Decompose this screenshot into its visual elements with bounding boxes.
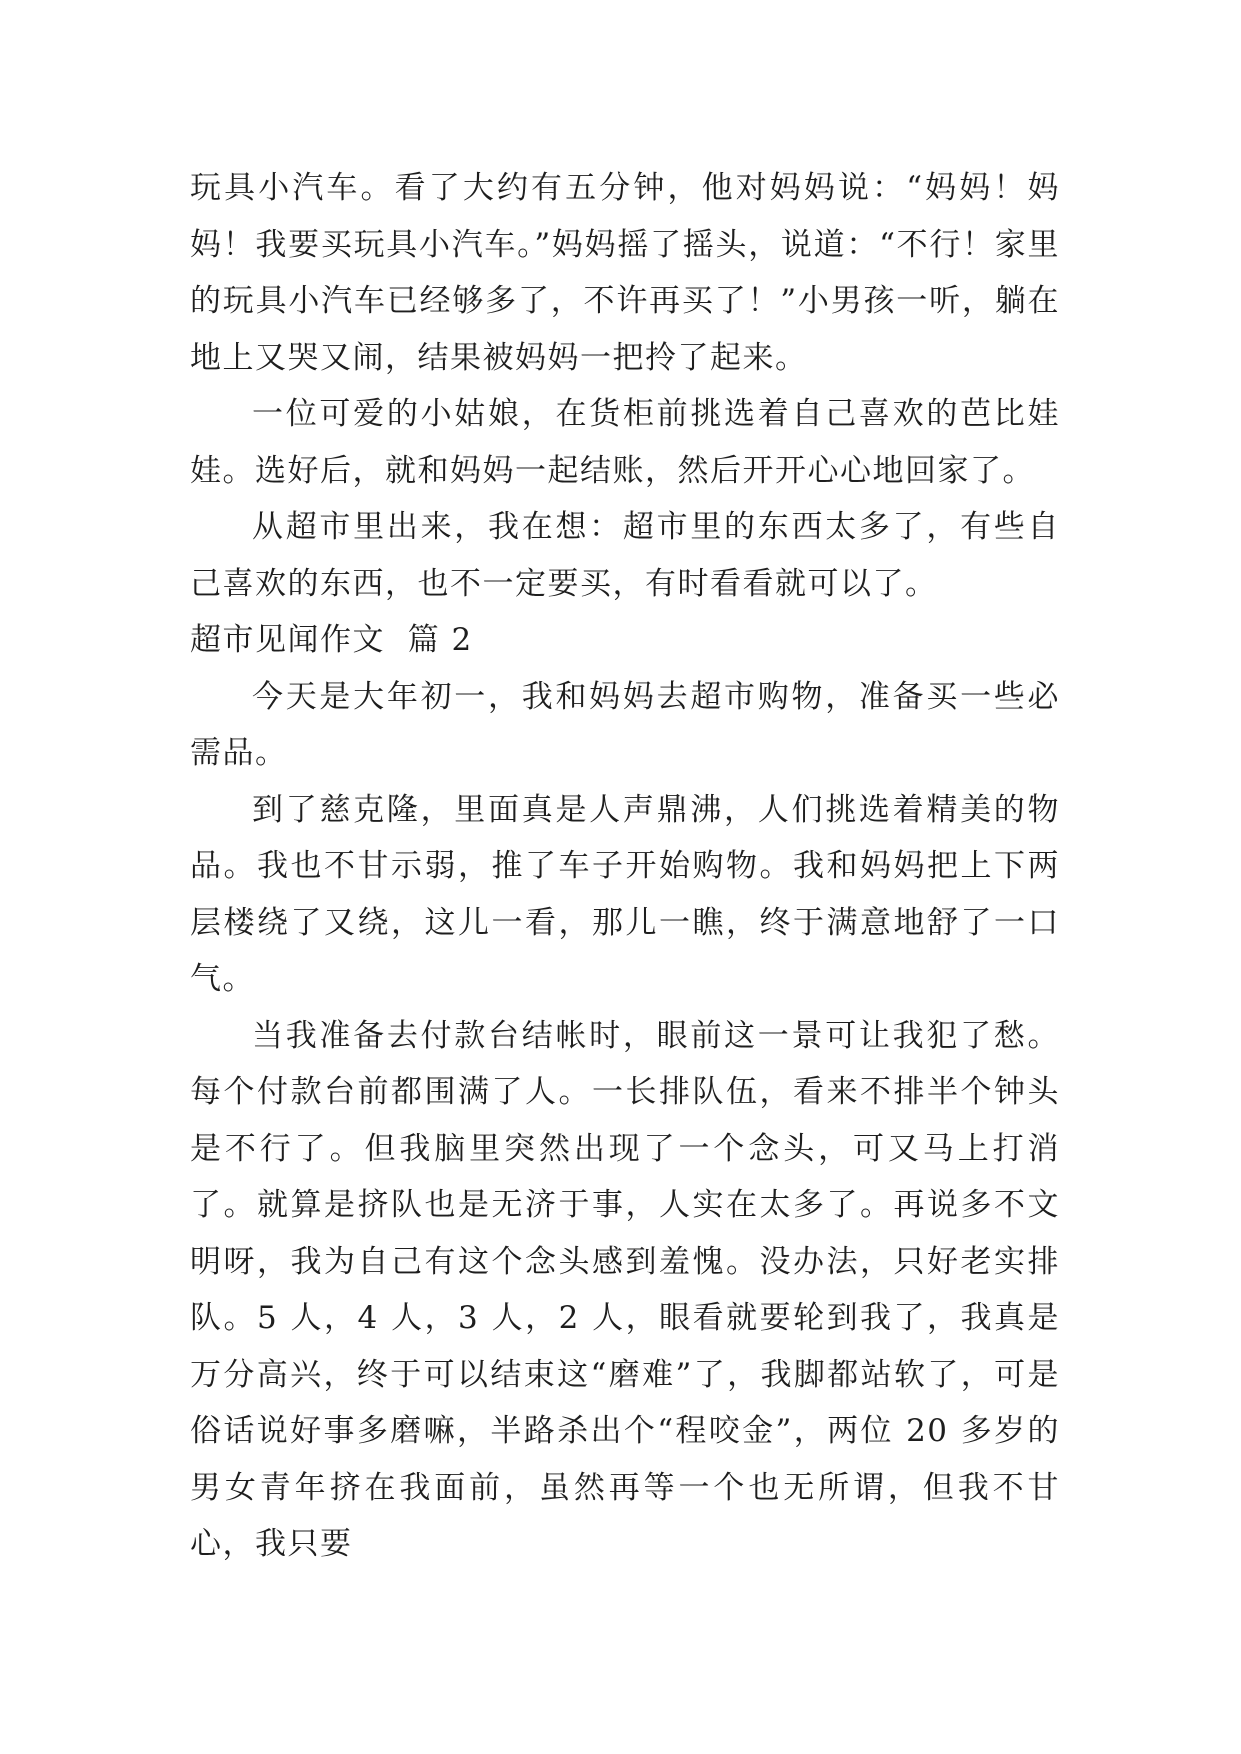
paragraph-4: 今天是大年初一，我和妈妈去超市购物，准备买一些必需品。 [190,678,1060,771]
paragraph-2: 一位可爱的小姑娘，在货柜前挑选着自己喜欢的芭比娃娃。选好后，就和妈妈一起结账，然后开开心心地回家了。 [190,396,1060,489]
section-heading: 超市见闻作文 篇 2 [190,622,473,658]
paragraph-5: 到了慈克隆，里面真是人声鼎沸，人们挑选着精美的物品。我也不甘示弱，推了车子开始购物。我和妈妈把上下两层楼绕了又绕，这儿一看，那儿一瞧，终于满意地舒了一口气。 [190,791,1060,997]
document-body [190,160,1060,1573]
paragraph-1: 玩具小汽车。看了大约有五分钟，他对妈妈说：“妈妈！妈妈！我要买玩具小汽车。”妈妈摇了摇头，说道：“不行！家里的玩具小汽车已经够多了，不许再买了！”小男孩一听，躺在地上又哭又闹，结果被妈妈一把拎了起来。 [190,170,1060,376]
paragraph-6: 当我准备去付款台结帐时，眼前这一景可让我犯了愁。每个付款台前都围满了人。一长排队伍，看来不排半个钟头是不行了。但我脑里突然出现了一个念头，可又马上打消了。就算是挤队也是无济于事，人实在太多了。再说多不文明呀，我为自己有这个念头感到羞愧。没办法，只好老实排队。5 人，4 人，3 人，2 人，眼看就要轮到我了，我真是万分高兴，终于可以结束这“磨难”了，我脚都站软了，可是俗话说好事多磨嘛，半路杀出个“程咬金”，两位 20 多岁的男女青年挤在我面前，虽然再等一个也无所谓，但我不甘心，我只要 [190,1017,1060,1562]
paragraph-3: 从超市里出来，我在想：超市里的东西太多了，有些自己喜欢的东西，也不一定要买，有时看看就可以了。 [190,509,1060,602]
